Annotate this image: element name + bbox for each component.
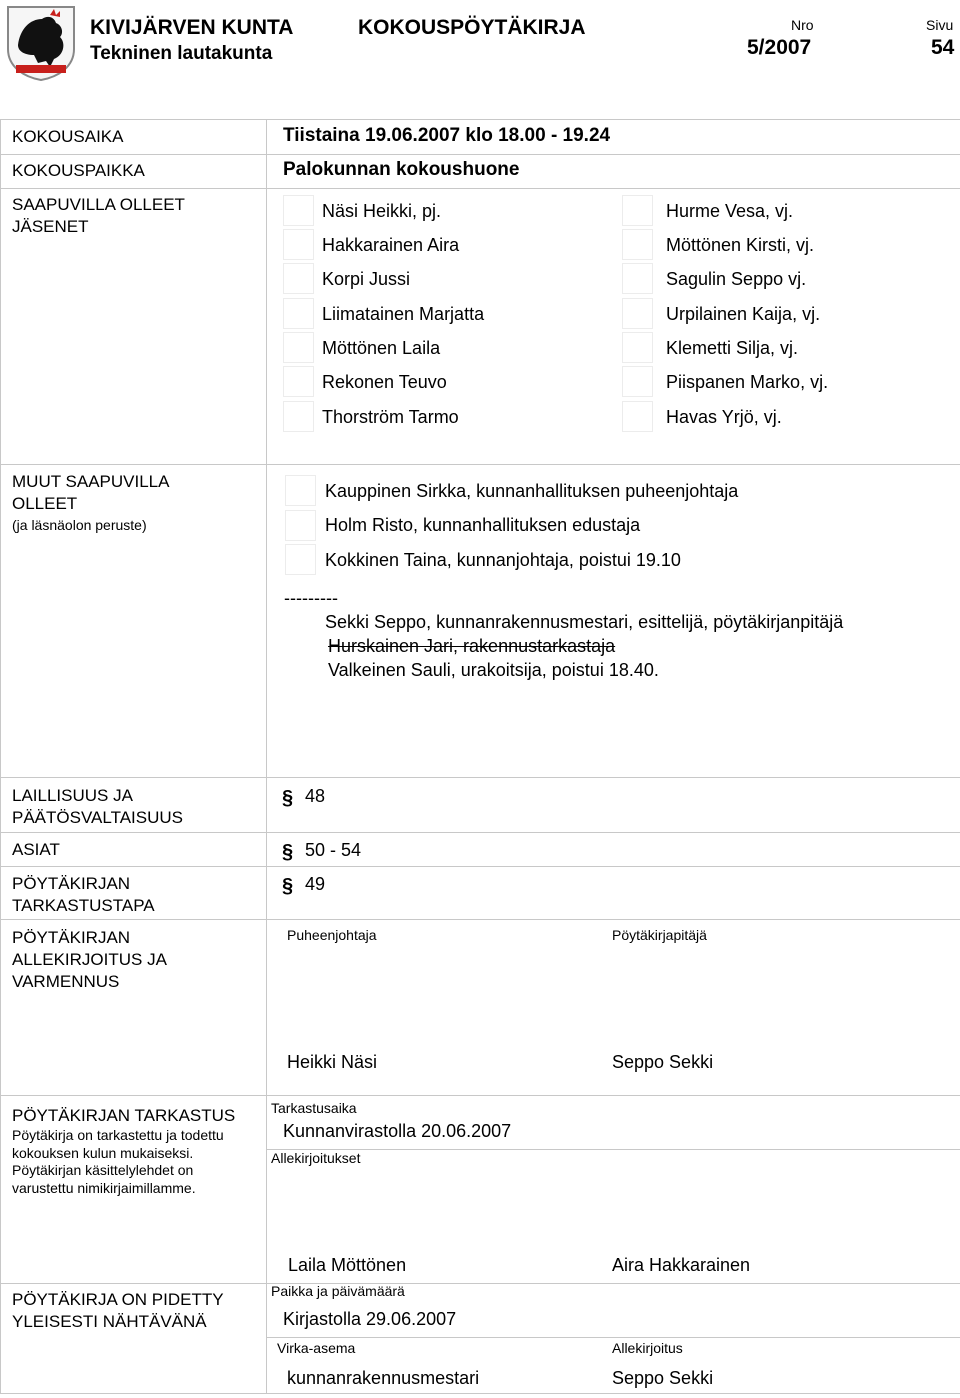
rule	[0, 1095, 960, 1096]
signing-label-line: VARMENNUS	[12, 972, 120, 991]
secretary-name: Seppo Sekki	[612, 1052, 714, 1072]
attendance-checkbox[interactable]	[283, 298, 314, 329]
signatures-label: Allekirjoitukset	[271, 1150, 361, 1166]
review-note-line: kokouksen kulun mukaiseksi.	[12, 1144, 194, 1161]
attendance-checkbox[interactable]	[622, 195, 653, 226]
attendance-checkbox[interactable]	[622, 298, 653, 329]
review-method-label	[12, 873, 155, 917]
member-name: Möttönen Laila	[322, 338, 441, 358]
left-border	[0, 119, 1, 1394]
member-name: Näsi Heikki, pj.	[322, 201, 442, 221]
member-name: Thorström Tarmo	[322, 407, 459, 427]
signing-label	[12, 927, 167, 993]
deputy-name: Möttönen Kirsti, vj.	[666, 235, 815, 255]
members-label-line: JÄSENET	[12, 217, 89, 236]
municipal-crest	[6, 5, 76, 81]
meeting-place-value: Palokunnan kokoushuone	[283, 159, 520, 180]
other-attendee: Sekki Seppo, kunnanrakennusmestari, esittelijä, pöytäkirjanpitäjä	[325, 612, 844, 632]
rule	[0, 1393, 960, 1394]
reviewer-signature: Aira Hakkarainen	[612, 1255, 751, 1275]
section-sign: §	[282, 841, 294, 863]
deputy-name: Urpilainen Kaija, vj.	[666, 304, 821, 324]
member-name: Korpi Jussi	[322, 269, 411, 289]
rule	[0, 777, 960, 778]
attendance-checkbox[interactable]	[283, 332, 314, 363]
document-type: KOKOUSPÖYTÄKIRJA	[358, 16, 586, 39]
others-label-line: MUUT SAAPUVILLA	[12, 472, 170, 491]
other-attendee-struck: Hurskainen Jari, rakennustarkastaja	[328, 636, 616, 656]
deputy-name: Piispanen Marko, vj.	[666, 372, 829, 392]
attendance-checkbox[interactable]	[622, 401, 653, 432]
other-attendee: Kauppinen Sirkka, kunnanhallituksen puheenjohtaja	[325, 481, 739, 501]
separator-dashes: ---------	[284, 588, 338, 608]
rule	[0, 464, 960, 465]
review-label: PÖYTÄKIRJAN TARKASTUS	[12, 1106, 236, 1125]
attendance-checkbox[interactable]	[283, 401, 314, 432]
member-name: Hakkarainen Aira	[322, 235, 460, 255]
sivu-label: Sivu	[926, 17, 954, 33]
rule	[0, 919, 960, 920]
others-label-line: OLLEET	[12, 494, 78, 513]
chair-name: Heikki Näsi	[287, 1052, 378, 1072]
rule	[0, 1283, 960, 1284]
place-date-label: Paikka ja päivämäärä	[271, 1283, 405, 1299]
legality-section-number: 48	[305, 786, 326, 806]
signature-value: Seppo Sekki	[612, 1368, 714, 1388]
review-method-section-number: 49	[305, 874, 326, 894]
rule	[0, 119, 960, 120]
rule	[0, 188, 960, 189]
nro-label: Nro	[791, 17, 814, 33]
review-time-label: Tarkastusaika	[271, 1100, 357, 1116]
attendance-checkbox[interactable]	[622, 263, 653, 294]
meeting-time-value: Tiistaina 19.06.2007 klo 18.00 - 19.24	[283, 125, 611, 146]
attendance-checkbox[interactable]	[283, 229, 314, 260]
review-method-label-line: TARKASTUSTAPA	[12, 896, 155, 915]
section-sign: §	[282, 787, 294, 809]
others-label	[12, 471, 169, 535]
deputy-name: Havas Yrjö, vj.	[666, 407, 782, 427]
other-attendee: Kokkinen Taina, kunnanjohtaja, poistui 19.10	[325, 550, 681, 570]
chair-label: Puheenjohtaja	[287, 927, 377, 943]
public-display-label-line: YLEISESTI NÄHTÄVÄNÄ	[12, 1312, 207, 1331]
signing-label-line: PÖYTÄKIRJAN	[12, 928, 131, 947]
members-label-line: SAAPUVILLA OLLEET	[12, 195, 185, 214]
attendance-checkbox[interactable]	[622, 332, 653, 363]
matters-label: ASIAT	[12, 840, 60, 859]
signature-label: Allekirjoitus	[612, 1340, 683, 1356]
secretary-label: Pöytäkirjapitäjä	[612, 927, 707, 943]
position-value: kunnanrakennusmestari	[287, 1368, 480, 1388]
members-label	[12, 194, 185, 238]
reviewer-signature: Laila Möttönen	[288, 1255, 407, 1275]
attendance-checkbox[interactable]	[283, 366, 314, 397]
review-time-value: Kunnanvirastolla 20.06.2007	[283, 1121, 512, 1141]
attendance-checkbox[interactable]	[285, 544, 316, 575]
member-name: Liimatainen Marjatta	[322, 304, 485, 324]
legality-label-line: PÄÄTÖSVALTAISUUS	[12, 808, 183, 827]
attendance-checkbox[interactable]	[285, 510, 316, 541]
rule	[0, 832, 960, 833]
committee-name: Tekninen lautakunta	[90, 43, 273, 64]
attendance-checkbox[interactable]	[622, 229, 653, 260]
review-note-line: Pöytäkirja on tarkastettu ja todettu	[12, 1127, 224, 1143]
review-note-line: Pöytäkirjan käsittelylehdet on	[12, 1162, 194, 1178]
column-divider	[266, 119, 267, 1394]
other-attendee: Holm Risto, kunnanhallituksen edustaja	[325, 515, 641, 535]
review-method-label-line: PÖYTÄKIRJAN	[12, 874, 131, 893]
deputy-name: Klemetti Silja, vj.	[666, 338, 799, 358]
attendance-checkbox[interactable]	[622, 366, 653, 397]
rule	[266, 1149, 960, 1150]
review-note-line: varustettu nimikirjaimillamme.	[12, 1179, 196, 1196]
nro-value: 5/2007	[747, 36, 812, 59]
sivu-value: 54	[931, 36, 955, 59]
rule	[0, 154, 960, 155]
others-label-note: (ja läsnäolon peruste)	[12, 517, 147, 533]
meeting-time-label: KOKOUSAIKA	[12, 127, 124, 146]
public-display-label-line: PÖYTÄKIRJA ON PIDETTY	[12, 1290, 224, 1309]
signing-label-line: ALLEKIRJOITUS JA	[12, 950, 167, 969]
public-display-label	[12, 1289, 224, 1333]
matters-section-range: 50 - 54	[305, 840, 362, 860]
section-sign: §	[282, 875, 294, 897]
deputy-name: Hurme Vesa, vj.	[666, 201, 794, 221]
legality-label	[12, 785, 183, 829]
meeting-place-label: KOKOUSPAIKKA	[12, 161, 145, 180]
legality-label-line: LAILLISUUS JA	[12, 786, 133, 805]
deputy-name: Sagulin Seppo vj.	[666, 269, 807, 289]
review-note	[12, 1127, 262, 1197]
attendance-checkbox[interactable]	[283, 263, 314, 294]
municipality-name: KIVIJÄRVEN KUNTA	[90, 16, 294, 39]
member-name: Rekonen Teuvo	[322, 372, 447, 392]
position-label: Virka-asema	[277, 1340, 356, 1356]
rule	[0, 866, 960, 867]
place-date-value: Kirjastolla 29.06.2007	[283, 1309, 457, 1329]
attendance-checkbox[interactable]	[283, 195, 314, 226]
rule	[266, 1337, 960, 1338]
attendance-checkbox[interactable]	[285, 475, 316, 506]
other-attendee: Valkeinen Sauli, urakoitsija, poistui 18.40.	[328, 660, 659, 680]
